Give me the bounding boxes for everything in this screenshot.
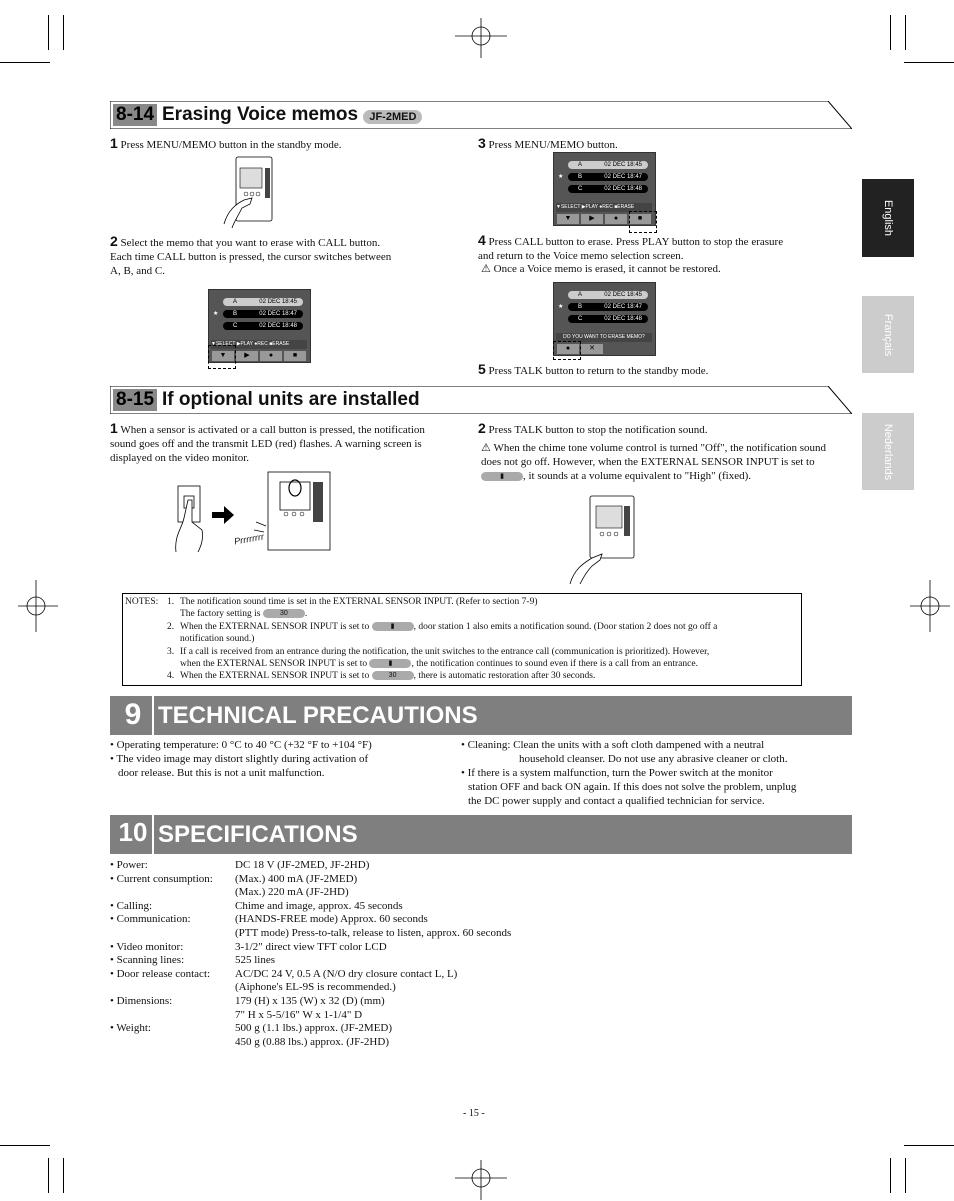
spec-label: • Dimensions:: [110, 995, 173, 1007]
cancel-button[interactable]: ✕: [581, 344, 603, 354]
spec-label: • Communication:: [110, 913, 191, 926]
crop-mark: [904, 62, 954, 63]
highlight-box: [208, 345, 236, 369]
step-2: 2 Select the memo that you want to erase with CALL button. Each time CALL button is pressed, the cursor switches between A, B, and C.: [110, 233, 392, 277]
spec-label: • Weight:: [110, 1022, 151, 1035]
crop-mark: [905, 15, 906, 50]
spec-value: 7" H x 5-5/16" W x 1-1/4" D: [235, 1008, 363, 1021]
section-title: If optional units are installed: [162, 389, 420, 410]
tab-nederlands[interactable]: Nederlands: [862, 413, 914, 490]
note-3: If a call is received from an entrance during the notification, the unit switches to the entrance call (communication is prioritized). However,: [180, 647, 710, 657]
crop-mark: [905, 1158, 906, 1193]
crop-mark: [0, 1145, 50, 1146]
registration-mark: [455, 18, 507, 58]
spec-value: AC/DC 24 V, 0.5 A (N/O dry closure contact L, L): [235, 967, 458, 980]
step-2: 2 Press TALK button to stop the notification sound.: [478, 420, 708, 436]
memo-row: A 02 DEC 18:45: [568, 291, 648, 299]
spec-value: (Max.) 220 mA (JF-2HD): [235, 886, 349, 899]
tab-english[interactable]: English: [862, 179, 914, 257]
spec-value: (Aiphone's EL-9S is recommended.): [235, 981, 396, 994]
step-5: 5 Press TALK button to return to the standby mode.: [478, 361, 709, 377]
memo-row: C 02 DEC 18:48: [223, 322, 303, 330]
spec-value: (Max.) 400 mA (JF-2MED): [235, 872, 358, 885]
precautions-right: • Cleaning: Clean the units with a soft cloth dampened with a neutral household cleanser. Do not use any abrasive cleaner or cloth. • If there is a system malfunction, turn the Power switch at the monitor station OFF and back ON again. If this does not solve the problem, unplug the DC power supply and contact a qualified technician for service.: [461, 739, 797, 807]
note-1: The notification sound time is set in the EXTERNAL SENSOR INPUT. (Refer to section 7-9): [180, 597, 538, 607]
spec-label: • Current consumption:: [110, 872, 213, 885]
section-number: 8-15: [113, 389, 157, 411]
crop-mark: [904, 1145, 954, 1146]
page-number: - 15 -: [463, 1108, 485, 1119]
highlight-box: [553, 341, 581, 360]
lcd-menu-bar: ▼SELECT ▶PLAY ●REC ■ERASE: [556, 203, 652, 212]
spec-value: (HANDS-FREE mode) Approx. 60 seconds: [235, 913, 428, 926]
select-button[interactable]: ▼: [212, 351, 234, 361]
model-badge: JF-2MED: [363, 110, 422, 124]
step-4: 4 Press CALL button to erase. Press PLAY button to stop the erasure and return to the Voice memo selection screen.: [478, 232, 784, 262]
spec-value: 179 (H) x 135 (W) x 32 (D) (mm): [235, 995, 385, 1007]
play-button[interactable]: ▶: [581, 214, 603, 224]
note-2: When the EXTERNAL SENSOR INPUT is set to ▮ , door station 1 also emits a notification sound. (Door station 2 does not go off a: [180, 622, 718, 632]
spec-label: • Power:: [110, 859, 148, 871]
spec-value: Chime and image, approx. 45 seconds: [235, 899, 403, 912]
spec-label: • Scanning lines:: [110, 954, 185, 967]
spec-label: • Door release contact:: [110, 967, 211, 980]
caution-note: ⚠ When the chime tone volume control is turned "Off", the notification sound does not go off. However, when the EXTERNAL SENSOR INPUT is set to ▮ , it sounds at a volume equivalent to "High" (fixed).: [481, 442, 827, 482]
spec-label: • Video monitor:: [110, 940, 184, 953]
step-3: 3 Press MENU/MEMO button.: [478, 135, 618, 151]
note-4: When the EXTERNAL SENSOR INPUT is set to 30 , there is automatic restoration after 30 seconds.: [180, 671, 596, 681]
crop-mark: [890, 1158, 891, 1193]
registration-mark: [455, 1160, 507, 1200]
confirm-button[interactable]: ●: [557, 344, 579, 354]
registration-mark: [18, 580, 58, 632]
step-1: 1 When a sensor is activated or a call button is pressed, the notification sound goes off and the transmit LED (red) flashes. A warning screen is displayed on the video monitor.: [110, 420, 425, 464]
section-number: 9: [124, 698, 142, 731]
rec-button[interactable]: ●: [605, 214, 627, 224]
step-1: 1 Press MENU/MEMO button in the standby mode.: [110, 135, 342, 151]
memo-row: A 02 DEC 18:45: [568, 161, 648, 169]
notes-box: NOTES: 1. The notification sound time is set in the EXTERNAL SENSOR INPUT. (Refer to section 7-9) The factory setting is 30 . 2. When the EXTERNAL SENSOR INPUT is set to ▮ , door station 1 also emits a notification sound. (Door station 2 does not go off a notification sound.) 3. If a call is received from an entrance during the notification, the unit switches to the entrance call (communication is prioritized). However, when the EXTERNAL SENSOR INPUT is set to ▮ , the notification continues to sound even if there is a call from an entrance. 4. When the EXTERNAL SENSOR INPUT is set to 30 , there is automatic restoration after 30 seconds.: [122, 593, 802, 686]
caution-note: ⚠ Once a Voice memo is erased, it cannot be restored.: [481, 263, 721, 275]
spec-value: 525 lines: [235, 954, 276, 967]
erase-button[interactable]: ■: [284, 351, 306, 361]
crop-mark: [63, 1158, 64, 1193]
memo-row: C 02 DEC 18:48: [568, 185, 648, 193]
play-button[interactable]: ▶: [236, 351, 258, 361]
highlight-box: [629, 211, 657, 233]
crop-mark: [48, 15, 49, 50]
section-8-15-header: [110, 386, 852, 414]
section-10-header: [110, 815, 852, 854]
crop-mark: [48, 1158, 49, 1193]
spec-label: • Calling:: [110, 899, 153, 912]
spec-value: 500 g (1.1 lbs.) approx. (JF-2MED): [235, 1022, 393, 1035]
section-number: 8-14: [113, 104, 157, 126]
section-number: 10: [118, 817, 148, 847]
section-title: TECHNICAL PRECAUTIONS: [158, 702, 478, 729]
spec-value: 3-1/2" direct view TFT color LCD: [235, 940, 387, 953]
monitor-press-illustration: [222, 154, 276, 230]
warning-icon: ⚠: [481, 442, 491, 454]
select-button[interactable]: ▼: [557, 214, 579, 224]
precautions-left: • Operating temperature: 0 °C to 40 °C (+32 °F to +104 °F) • The video image may distort slightly during activation of door release. But this is not a unit malfunction.: [110, 739, 372, 779]
crop-mark: [0, 62, 50, 63]
memo-row: ★ B 02 DEC 18:47: [568, 173, 648, 181]
notification-sound-text: Prrrrrrrr: [233, 531, 265, 547]
erase-prompt: DO YOU WANT TO ERASE MEMO?: [556, 333, 652, 342]
crop-mark: [63, 15, 64, 50]
monitor-press-illustration: [566, 494, 638, 586]
rec-button[interactable]: ●: [260, 351, 282, 361]
section-9-header: [110, 696, 852, 735]
section-8-14-header: [110, 101, 852, 129]
tab-francais[interactable]: Français: [862, 296, 914, 373]
warning-icon: ⚠: [481, 263, 491, 275]
section-title: Erasing Voice memos JF-2MED: [162, 102, 422, 128]
spec-value: (PTT mode) Press-to-talk, release to listen, approx. 60 seconds: [235, 927, 512, 939]
sensor-call-illustration: [170, 470, 340, 560]
spec-value: 450 g (0.88 lbs.) approx. (JF-2HD): [235, 1035, 389, 1048]
memo-row: C 02 DEC 18:48: [568, 315, 648, 323]
external-sensor-slider: ▮: [481, 472, 523, 481]
section-title: SPECIFICATIONS: [158, 821, 358, 848]
spec-value: DC 18 V (JF-2MED, JF-2HD): [235, 859, 370, 871]
lcd-menu-bar: ▼SELECT ▶PLAY ●REC ■ERASE: [211, 340, 307, 349]
memo-row: ★ B 02 DEC 18:47: [223, 310, 303, 318]
erase-button[interactable]: ■: [629, 214, 651, 224]
registration-mark: [910, 580, 950, 632]
crop-mark: [890, 15, 891, 50]
notes-label: NOTES:: [125, 597, 159, 607]
note-1-factory: The factory setting is 30 .: [180, 609, 308, 619]
memo-row: ★ B 02 DEC 18:47: [568, 303, 648, 311]
memo-row: A 02 DEC 18:45: [223, 298, 303, 306]
